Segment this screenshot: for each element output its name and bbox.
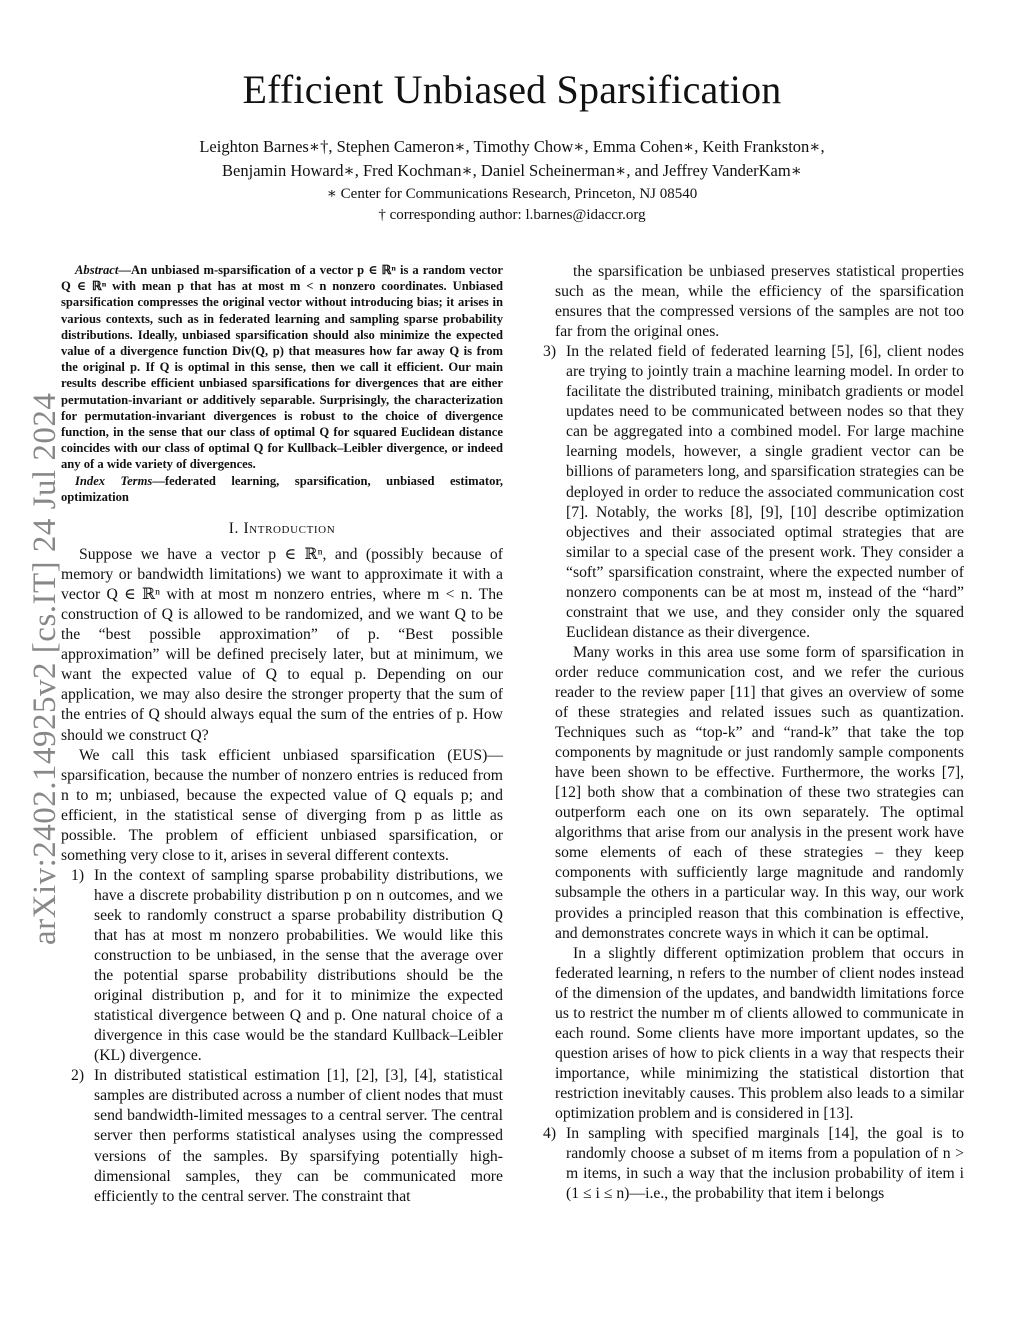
author-list — [0, 135, 1024, 183]
abstract-text: —An unbiased m-sparsification of a vector p ∈ ℝⁿ is a random vector Q ∈ ℝⁿ with mean p that has at most m < n nonzero coordinates. Unbiased sparsification compresses the original vector without introducing bias; it arises in various contexts, such as in federated learning and sampling sparse probability distributions. Ideally, unbiased sparsification should also minimize the expected value of a divergence function Div(Q, p) that measures how far away Q is from the original p. If Q is optimal in this sense, then we call it efficient. Our main results describe efficient unbiased sparsifications for divergences that are either permutation-invariant or additively separable. Surprisingly, the characterization for permutation-invariant divergences is robust to the choice of divergence function, in the sense that our class of optimal Q for squared Euclidean distance coincides with our class of optimal Q for Kullback–Leibler divergence, or indeed any of a wide variety of divergences. — [61, 263, 503, 472]
list-item — [61, 866, 503, 1066]
right-column — [533, 262, 964, 1204]
list-item — [533, 342, 964, 643]
corresponding-author: † corresponding author: l.barnes@idaccr.org — [378, 207, 646, 223]
abstract-label: Abstract — [75, 263, 119, 277]
arxiv-stamp: arXiv:2402.14925v2 [cs.IT] 24 Jul 2024 — [27, 392, 63, 945]
intro-paragraph-1: Suppose we have a vector p ∈ ℝⁿ, and (possibly because of memory or bandwidth limitations) we want to approximate it with a vector Q ∈ ℝⁿ with at most m nonzero entries, where m < n. The construction of Q is allowed to be randomized, and we want Q to be the “best possible approximation” of p. “Best possible approximation” will be defined precisely later, but at minimum, we want the expected value of Q to equal p. Depending on our application, we may also desire the stronger property that the sum of the entries of Q should always equal the sum of the entries of p. How should we construct Q? — [61, 546, 503, 744]
index-terms-label: Index Terms — [75, 473, 153, 488]
list-item-text: In distributed statistical estimation [1], [2], [3], [4], statistical samples are distributed across a number of client nodes that must send bandwidth-limited messages to a central server. The central server then performs statistical analyses using the compressed versions of the samples. By sparsifying potentially high-dimensional samples, they can be communicated more efficiently to the central server. The constraint that — [94, 1067, 503, 1205]
abstract-paragraph — [61, 262, 503, 473]
list-item-text: In sampling with specified marginals [14], the goal is to randomly choose a subset of m items from a population of n > m items, in such a way that the inclusion probability of item i (1 ≤ i ≤ n)—i.e., the probability that item i belongs — [566, 1125, 964, 1203]
context-list-continued — [533, 342, 964, 643]
context-list-continued-2 — [533, 1124, 964, 1204]
intro-paragraph-2: We call this task efficient unbiased sparsification (EUS)—sparsification, because the number of nonzero entries is reduced from n to m; unbiased, because the expected value of Q equals p; and efficient, in the statistical sense of diverging from p as little as possible. The problem of efficient unbiased sparsification, or something very close to it, arises in several different contexts. — [61, 746, 503, 864]
list-item-number: 1) — [71, 866, 85, 884]
list-item-number: 2) — [71, 1067, 85, 1085]
list-item-2-continuation: the sparsification be unbiased preserves statistical properties such as the mean, while the efficiency of the sparsification ensures that the compressed versions of the samples are not too far from the original ones. — [555, 263, 964, 341]
index-terms-paragraph — [61, 473, 503, 505]
list-item-number: 3) — [543, 343, 557, 361]
authors-line-1: Leighton Barnes∗†, Stephen Cameron∗, Timothy Chow∗, Emma Cohen∗, Keith Frankston∗, — [199, 137, 825, 156]
abstract — [61, 262, 503, 505]
list-item-number: 4) — [543, 1125, 557, 1143]
affiliation: ∗ Center for Communications Research, Princeton, NJ 08540 — [326, 186, 698, 202]
list-item-text: In the related field of federated learning [5], [6], client nodes are trying to jointly train a machine learning model. In order to facilitate the distributed training, minibatch gradients or model updates need to be communicated between nodes so that they can be aggregated into a combined model. For large machine learning models, however, a single gradient vector can be billions of parameters long, and sparsification strategies can be deployed in order to reduce the associated communication cost [7]. Notably, the works [8], [9], [10] describe optimization objectives and their associated optimal strategies that are similar to a special case of the present work. They consider a “soft” sparsification constraint, where the expected number of nonzero components can be at most m, instead of the “hard” constraint that we use, and they consider only the squared Euclidean distance as their divergence. — [566, 343, 964, 641]
paper-title: Efficient Unbiased Sparsification — [242, 67, 782, 112]
index-terms-text: —federated learning, sparsification, unbiased estimator, optimization — [61, 473, 503, 504]
list-item — [533, 1124, 964, 1204]
affiliation-block — [0, 184, 1024, 226]
context-list — [61, 866, 503, 1207]
section-heading: I. Introduction — [228, 520, 336, 538]
list-item — [61, 1066, 503, 1206]
list-item-3-paragraph-a: Many works in this area use some form of sparsification in order reduce communication cost, and we refer the curious reader to the review paper [11] that gives an overview of some of these strategies and related issues such as quantization. Techniques such as “top-k” and “rand-k” that take the top components by magnitude or just randomly sample components have been shown to be effective. Furthermore, the works [7], [12] both show that a combination of these two strategies can outperform each one on its own separately. The optimal algorithms that arise from our analysis in the present work have some elements of each of these strategies – they keep components with sufficiently large magnitude and randomly subsample the others in a particular way. In this way, our work provides a principled reason that this combination is effective, and demonstrates concrete ways in which it can be optimal. — [555, 643, 964, 942]
list-item-text: In the context of sampling sparse probability distributions, we have a discrete probability distribution p on n outcomes, and we seek to randomly construct a sparse probability distribution Q that has at most m nonzero probabilities. We would like this construction to be unbiased, in the sense that the average over the potential sparse probability distributions should be the original distribution p, and for it to minimize the expected statistical divergence between Q and p. One natural choice of a divergence in this case would be the standard Kullback–Leibler (KL) divergence. — [94, 866, 503, 1065]
list-item-3-paragraph-b: In a slightly different optimization problem that occurs in federated learning, n refers to the number of client nodes instead of the dimension of the updates, and bandwidth limitations force us to restrict the number m of clients allowed to communicate in each round. Some clients have more important updates, so the question arises of how to pick clients in a way that respects their importance, while minimizing the statistical distortion that restriction inevitably causes. This problem also leads to a similar optimization problem and is considered in [13]. — [555, 944, 964, 1122]
left-column — [61, 262, 503, 1207]
authors-line-2: Benjamin Howard∗, Fred Kochman∗, Daniel Scheinerman∗, and Jeffrey VanderKam∗ — [222, 161, 802, 180]
